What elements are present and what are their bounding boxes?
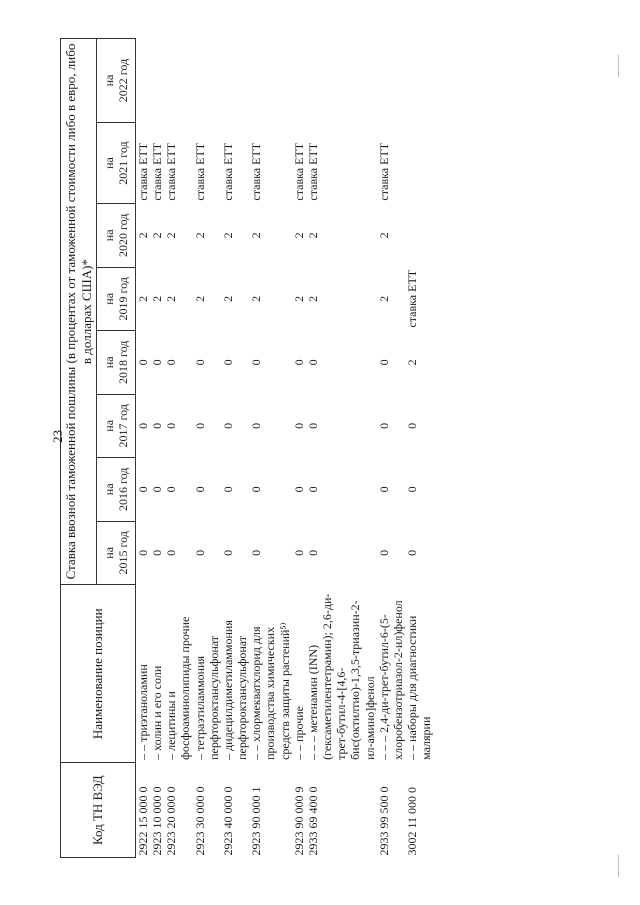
rate-cell: 2 [291,295,306,302]
header-year-value: 2020 год [116,213,130,258]
rate-cell: ставка ЕТТ [249,142,264,201]
hs-code: 2923 20 000 0 [164,786,179,856]
rate-cell: 0 [404,549,419,556]
hs-code: 2923 40 000 0 [220,786,235,856]
table-row [221,39,249,858]
header-year-on: на [101,292,116,305]
rate-cell: 2 [376,295,391,302]
hs-code: 2923 90 000 9 [291,786,306,856]
header-year-on: на [101,483,116,496]
rate-cell: 0 [164,486,179,493]
hs-code: 2923 30 000 0 [192,786,207,856]
table-row [164,39,192,858]
item-name: – дидецилдиметиламмония перфтороктансульфонат [220,620,250,760]
rate-cell: 0 [291,549,306,556]
rate-cell [150,39,164,123]
rate-cell: ставка ЕТТ [164,142,179,201]
table-row [405,39,433,858]
item-name: – – хлормекватхлорид для производства химических средств защиты растений⁵⁾ [249,622,292,760]
header-year-value: 2019 год [116,277,130,321]
item-name: – – – метенамин (INN) (гексаметилентетрамин); 2,6-ди-трет-бутил-4-[4,6-бис(октилтио)-1,3,5-триазин-2-ил-амино]фенол [305,593,377,760]
rate-cell: 2 [192,232,207,239]
header-year [97,521,136,585]
table-row [306,39,377,858]
header-year-value: 2021 год [116,141,130,185]
rate-cell: 0 [404,486,419,493]
header-year-on: на [101,356,116,369]
rate-cell: 0 [291,359,306,366]
scan-edge-mark [618,55,619,77]
rate-cell: 0 [220,359,235,366]
rate-cell: 2 [136,295,150,302]
rate-cell: ставка ЕТТ [150,142,165,201]
hs-code: 3002 11 000 0 [404,786,419,856]
rate-cell [377,39,405,123]
header-year [97,123,136,204]
rate-cell: 0 [305,359,320,366]
rate-cell: 0 [249,486,264,493]
item-name: – лецитины и фосфоаминолипиды прочие [164,616,193,760]
header-year-on: на [101,74,116,87]
rate-cell: ставка ЕТТ [404,269,419,328]
header-year-value: 2018 год [116,340,130,385]
header-year-value: 2015 год [116,531,130,575]
header-year [97,394,136,458]
item-name: – – триэтаноламин [136,664,150,760]
rate-cell: ставка ЕТТ [291,142,306,201]
table-row [193,39,221,858]
rate-cell: 2 [305,232,320,239]
header-year-on: на [101,546,116,559]
rate-cell: ставка ЕТТ [220,142,235,201]
tariff-table [60,38,433,858]
header-year-value: 2017 год [116,404,130,448]
hs-code: 2933 69 400 0 [305,786,320,856]
rate-cell: 0 [192,549,207,556]
rate-cell [405,204,433,268]
rate-cell: 2 [220,295,235,302]
rate-cell: 0 [150,422,165,429]
rate-cell: 0 [376,486,391,493]
rate-cell: 2 [249,232,264,239]
table-row [136,39,151,858]
rate-cell: 0 [150,486,165,493]
rate-cell: 0 [136,549,150,556]
rate-cell: 2 [164,295,179,302]
table-row [292,39,306,858]
rate-cell: 0 [220,486,235,493]
rate-cell: ставка ЕТТ [136,142,150,201]
rate-cell [405,123,433,204]
header-year [97,458,136,522]
rate-cell [221,39,249,123]
rate-cell: 0 [291,486,306,493]
rate-cell: 0 [164,549,179,556]
rate-cell: 2 [249,295,264,302]
rate-cell: 2 [136,232,150,239]
rate-cell: 0 [404,422,419,429]
rate-cell: 0 [164,359,179,366]
item-name: – холин и его соли [150,665,165,760]
rate-cell: 2 [150,232,165,239]
rate-cell: 2 [164,232,179,239]
rate-cell: 2 [291,232,306,239]
rate-cell: 2 [376,232,391,239]
rate-cell: 0 [305,549,320,556]
hs-code: 2923 10 000 0 [150,786,165,856]
rate-cell [164,39,192,123]
rate-cell [193,39,221,123]
rate-cell: 0 [305,486,320,493]
rate-cell: 2 [150,295,165,302]
rate-cell [306,39,377,123]
rate-cell: 0 [150,359,165,366]
item-name: – – прочие [291,706,306,760]
header-year-on: на [101,419,116,432]
rate-cell: 0 [376,422,391,429]
rate-cell: 0 [192,359,207,366]
page-number: 23 [50,430,65,443]
rate-cell: 0 [376,549,391,556]
header-year [97,331,136,395]
hs-code: 2923 90 000 1 [249,786,264,856]
rate-cell: 0 [249,549,264,556]
rate-cell [249,39,291,123]
header-year-on: на [101,157,116,169]
header-year-on: на [101,229,116,242]
table-row [377,39,405,858]
header-year-value: 2022 год [116,58,130,103]
rate-cell: 0 [150,549,165,556]
rate-cell: 2 [220,232,235,239]
header-year [97,267,136,331]
rate-cell: 0 [249,422,264,429]
rate-cell: 2 [192,295,207,302]
rate-cell: 0 [164,422,179,429]
rate-cell: 2 [305,295,320,302]
rate-cell: 0 [376,359,391,366]
rate-cell [405,39,433,123]
rate-cell: 0 [136,422,150,429]
rate-cell [136,39,151,123]
rate-cell: 0 [305,422,320,429]
rate-cell: 0 [136,486,150,493]
item-name: – тетраэтиламмония перфтороктансульфонат [192,635,221,760]
header-rate: Ставка ввозной таможенной пошлины (в процентах от таможенной стоимости либо в евро, либо в долларах США)* [61,39,97,585]
table-row [150,39,164,858]
rate-cell: 0 [291,422,306,429]
rate-cell: 0 [249,359,264,366]
hs-code: 2933 99 500 0 [376,786,391,856]
item-name: – – – 2,4-ди-трет-бутил-6-(5-хлоробензотриазол-2-ил)фенол [376,600,405,760]
rate-cell: 0 [220,422,235,429]
header-year [97,204,136,268]
header-year [97,39,136,123]
header-code: Код ТН ВЭД [61,763,136,858]
rate-cell: 0 [192,422,207,429]
rate-cell: 2 [404,359,419,366]
rate-cell: 0 [136,359,150,366]
rate-cell: ставка ЕТТ [305,142,320,201]
rate-cell: 0 [220,549,235,556]
tariff-table-frame [60,38,570,858]
table-row [249,39,291,858]
rate-cell: ставка ЕТТ [192,142,207,201]
item-name: – – наборы для диагностики малярии [404,615,434,760]
hs-code: 2922 15 000 0 [136,786,150,856]
header-year-value: 2016 год [116,467,130,512]
rate-cell: ставка ЕТТ [376,142,391,201]
header-name: Наименование позиции [61,585,136,763]
rate-cell: 0 [192,486,207,493]
scan-edge-mark [618,855,619,877]
rate-cell [292,39,306,123]
